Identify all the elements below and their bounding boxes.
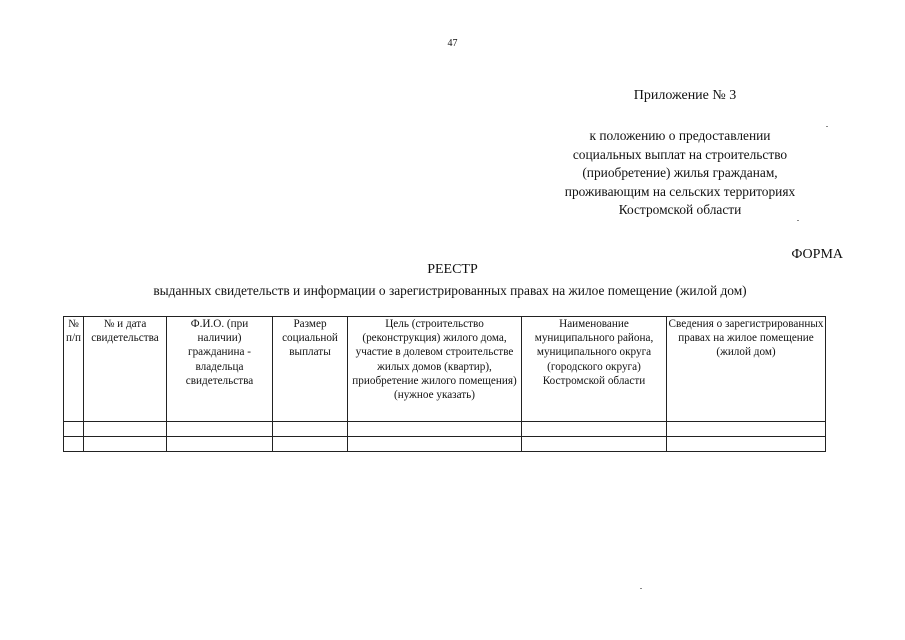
appendix-subtitle-line: Костромской области: [618, 202, 742, 217]
table-cell: [348, 422, 522, 437]
table-row: [64, 422, 826, 437]
column-header-purpose: Цель (строительство (реконструкция) жилого дома, участие в долевом строительстве жилых домов (квартир), приобретение жилого помещения) (нужное указать): [348, 317, 522, 422]
table-cell: [84, 437, 167, 452]
column-header-payment-size: Размер социальной выплаты: [273, 317, 348, 422]
table-cell: [522, 422, 667, 437]
table-cell: [273, 437, 348, 452]
page-number: 47: [447, 38, 458, 49]
table-cell: [348, 437, 522, 452]
scan-speck: [797, 220, 799, 221]
scan-speck: [640, 588, 642, 589]
column-header-registered-rights: Сведения о зарегистрированных правах на жилое помещение (жилой дом): [667, 317, 826, 422]
registry-subtitle: выданных свидетельств и информации о зарегистрированных правах на жилое помещение (жилой дом): [153, 283, 747, 298]
table-cell: [522, 437, 667, 452]
registry-title: РЕЕСТР: [427, 262, 478, 277]
table-cell: [273, 422, 348, 437]
table-cell: [64, 437, 84, 452]
column-header-municipality: Наименование муниципального района, муниципального округа (городского округа) Костромской области: [522, 317, 667, 422]
scan-speck: [826, 126, 828, 127]
form-label: ФОРМА: [791, 247, 843, 262]
table-cell: [84, 422, 167, 437]
column-header-certificate: № и дата свидетельства: [84, 317, 167, 422]
column-header-owner-name: Ф.И.О. (при наличии) гражданина - владельца свидетельства: [167, 317, 273, 422]
table-cell: [667, 437, 826, 452]
appendix-subtitle: [520, 127, 840, 220]
table-cell: [64, 422, 84, 437]
registry-table: [63, 316, 826, 452]
table-cell: [167, 437, 273, 452]
column-header-number: № п/п: [64, 317, 84, 422]
table-cell: [167, 422, 273, 437]
table-row: [64, 437, 826, 452]
appendix-subtitle-line: (приобретение) жилья гражданам,: [582, 165, 778, 180]
table-cell: [667, 422, 826, 437]
appendix-subtitle-line: проживающим на сельских территориях: [564, 183, 796, 199]
appendix-title: Приложение № 3: [633, 88, 737, 103]
table-header-row: [64, 317, 826, 422]
appendix-subtitle-line: социальных выплат на строительство: [572, 146, 788, 162]
appendix-subtitle-line: к положению о предоставлении: [589, 128, 771, 143]
